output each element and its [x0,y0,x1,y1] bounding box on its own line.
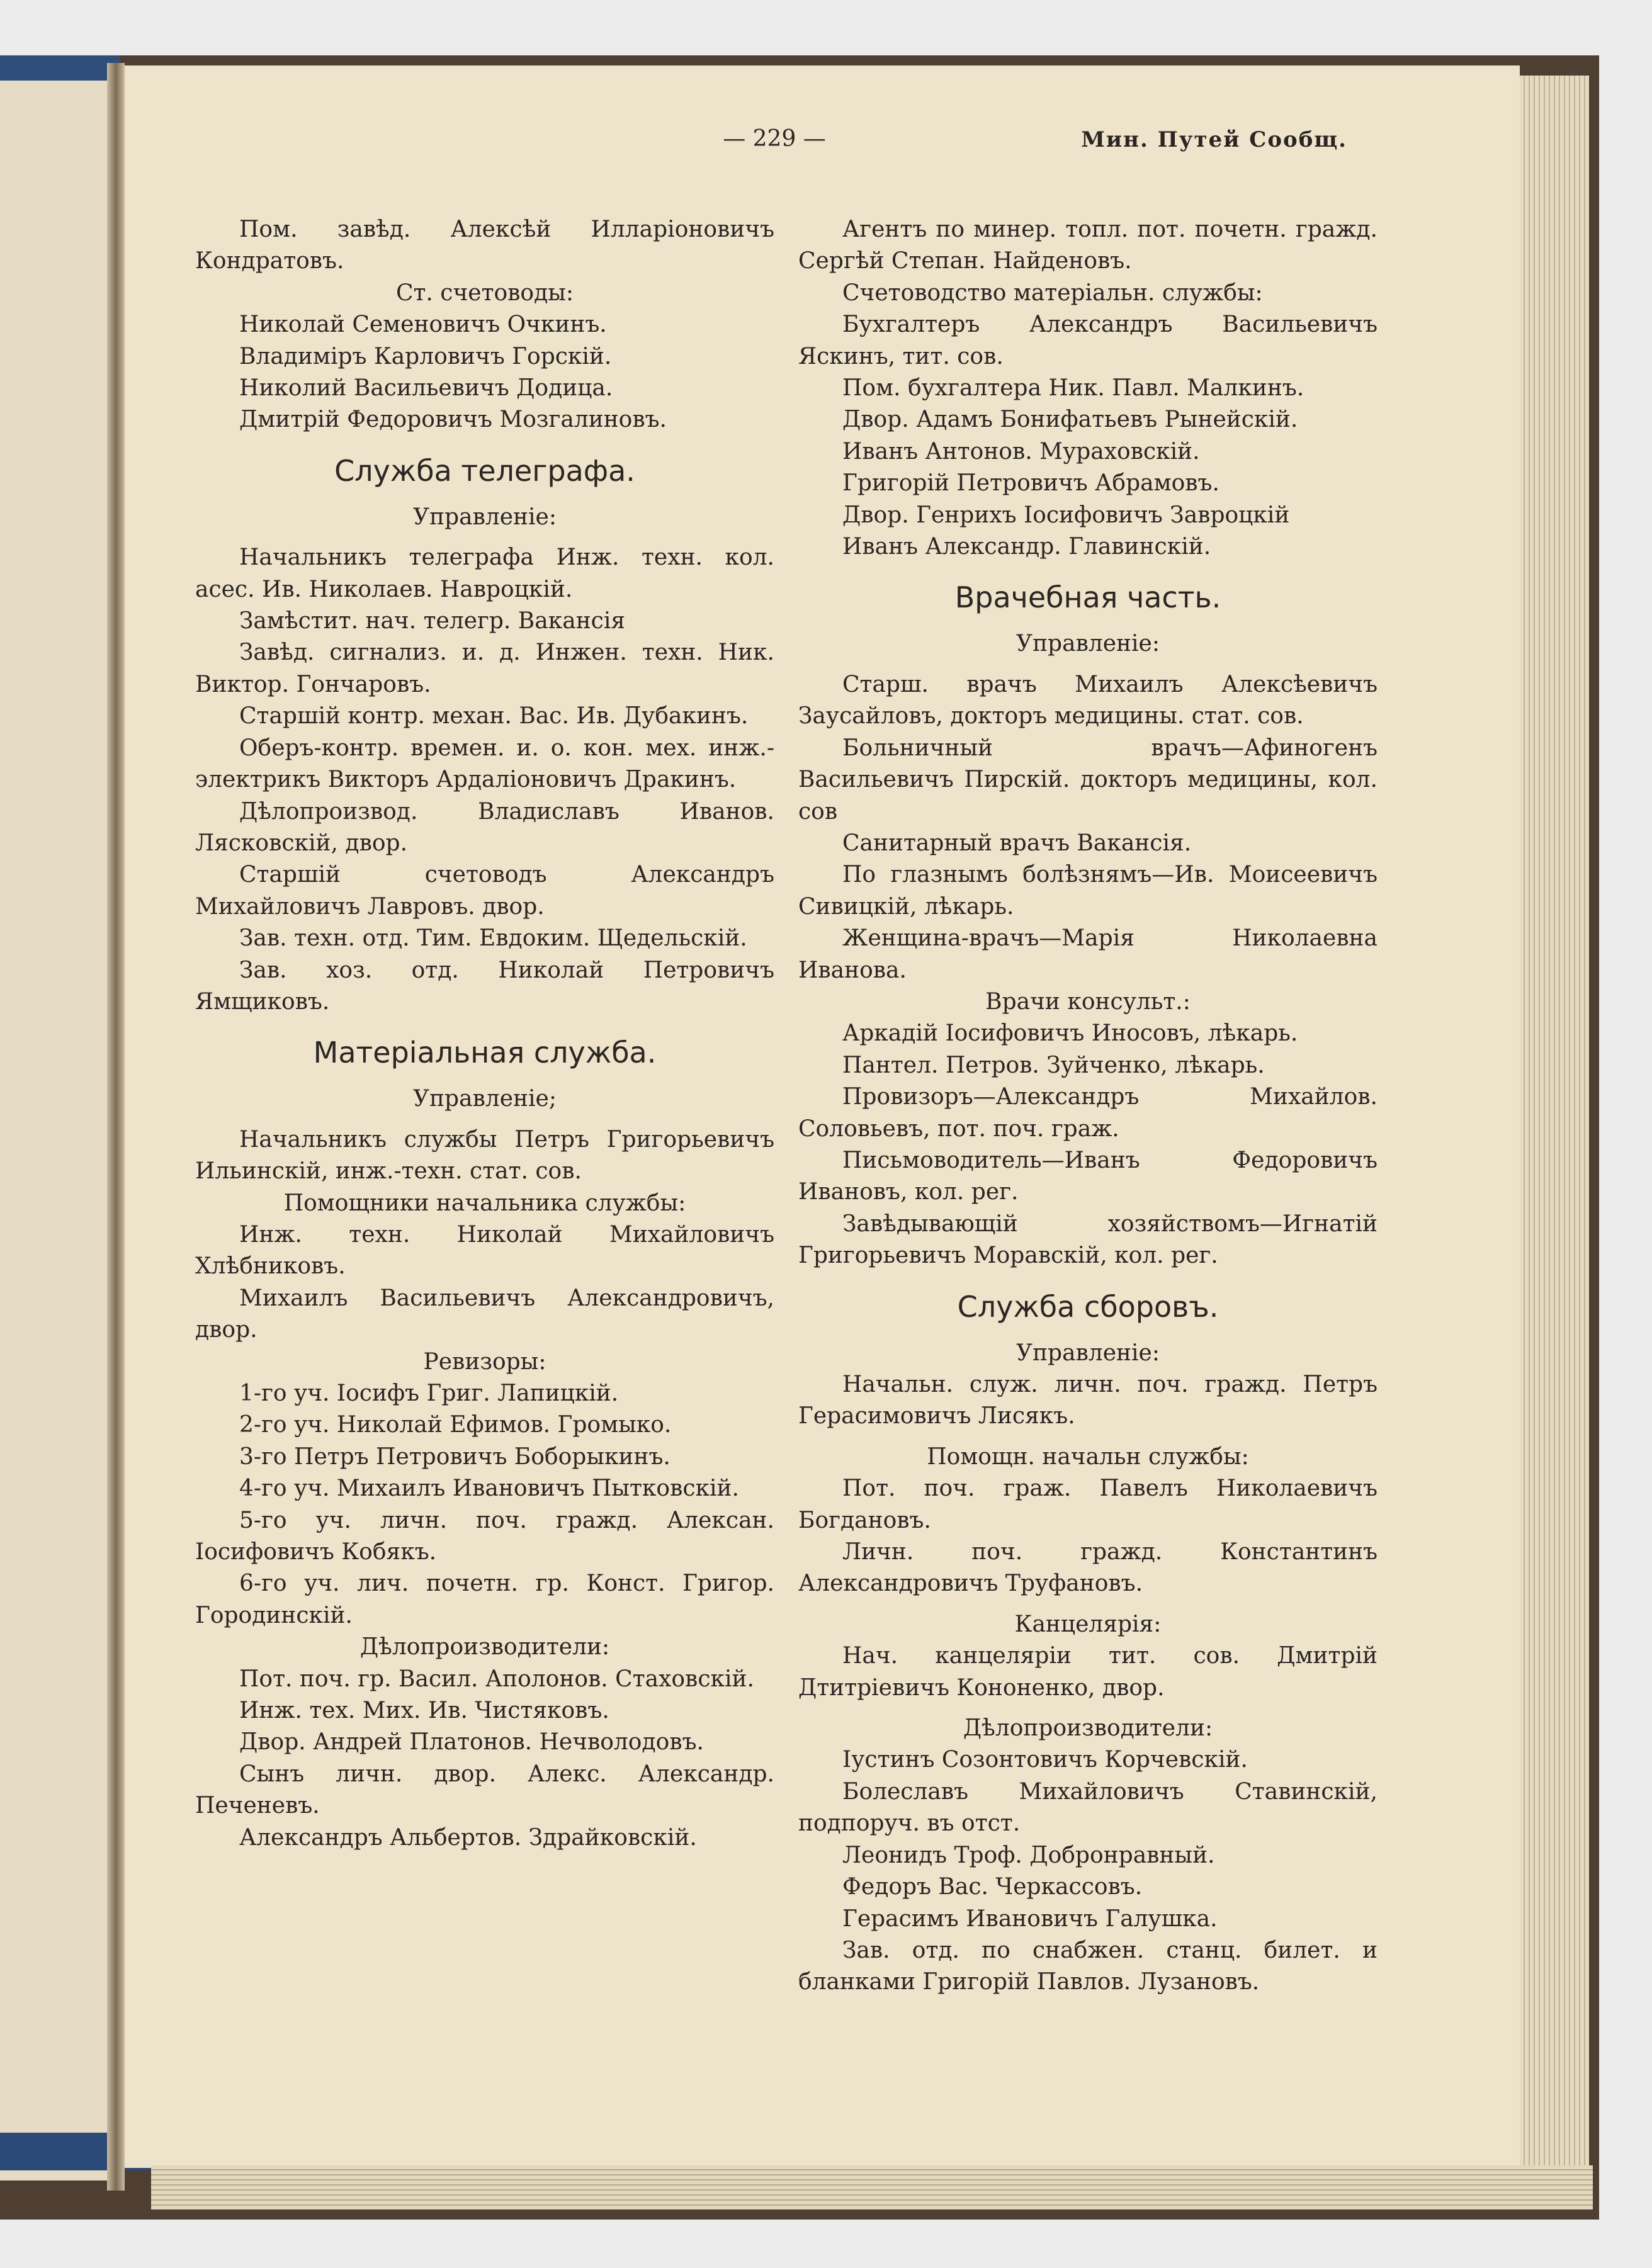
subheading: Помощн. начальн службы: [927,1443,1249,1470]
paragraph: Оберъ-контр. времен. и. о. кон. мех. инж.-электрикъ Викторъ Ардаліоновичъ Дракинъ. [195,735,774,793]
list-item: Іустинъ Созонтовичъ Корчевскій. [842,1747,1248,1773]
paragraph: Личн. поч. гражд. Константинъ Александровичъ Труфановъ. [798,1539,1378,1597]
list-item: 6-го уч. лич. почетн. гр. Конст. Григор. Городинскій. [195,1571,774,1628]
paragraph: Начальн. служ. личн. поч. гражд. Петръ Герасимовичъ Лисякъ. [798,1372,1378,1430]
paragraph: Дѣлопроизвод. Владиславъ Иванов. Лясковскій, двор. [195,798,774,856]
list-item: Николий Васильевичъ Додица. [239,375,613,402]
paragraph: Агентъ по минер. топл. пот. почетн. гражд. Сергѣй Степан. Найденовъ. [798,217,1378,274]
paragraph: Санитарный врачъ Вакансія. [842,830,1192,856]
paragraph: Болеславъ Михайловичъ Ставинскій, подпоруч. въ отст. [798,1778,1378,1837]
list-item: Федоръ Вас. Черкассовъ. [842,1874,1143,1900]
paragraph: Начальникъ телеграфа Инж. техн. кол. асес. Ив. Николаев. Навроцкій. [195,544,774,602]
paragraph: Пом. завѣд. Алексѣй Илларіоновичъ Кондратовъ. [195,217,774,274]
list-item: Аркадій Іосифовичъ Иносовъ, лѣкарь. [842,1020,1298,1047]
subheading: Помощники начальника службы: [283,1190,686,1216]
paragraph: Женщина-врачъ—Марія Николаевна Иванова. [798,925,1378,983]
paragraph: По глазнымъ болѣзнямъ—Ив. Моисеевичъ Сивицкій, лѣкарь. [798,862,1378,920]
list-item: 2-го уч. Николай Ефимов. Громыко. [239,1412,672,1438]
subheading: Управленіе: [1016,1340,1160,1366]
list-item: Пот. поч. гр. Васил. Аполонов. Стаховскій. [239,1666,754,1692]
list-item: Александръ Альбертов. Здрайковскій. [239,1824,697,1851]
right-column [798,214,1378,1999]
paragraph: Михаилъ Васильевичъ Александровичъ, двор. [195,1285,774,1343]
paragraph: Инж. техн. Николай Михайловичъ Хлѣбниковъ. [195,1221,774,1280]
paragraph: Бухгалтеръ Александръ Васильевичъ Яскинъ, тит. сов. [798,312,1378,370]
subheading: Врачи консульт.: [985,988,1191,1015]
subheading: Управленіе: [413,504,557,530]
list-item: Иванъ Антонов. Мураховскій. [842,438,1200,465]
list-item: Двор. Андрей Платонов. Нечволодовъ. [239,1729,704,1756]
page-stack-bottom [151,2165,1593,2209]
list-item: Двор. Генрихъ Іосифовичъ Завроцкій [842,502,1290,528]
running-header: Мин. Путей Сообщ. [1081,127,1347,152]
section-title-material: Матеріальная служба. [313,1035,657,1070]
paragraph: Зав. техн. отд. Тим. Евдоким. Щедельскій. [239,925,747,952]
left-page-fragment [0,65,112,2181]
list-item: Герасимъ Ивановичъ Галушка. [842,1905,1218,1932]
subheading: Управленіе; [413,1086,557,1112]
paragraph: Начальникъ службы Петръ Григорьевичъ Ильинскій, инж.-техн. стат. сов. [195,1126,774,1185]
paragraph: Старш. врачъ Михаилъ Алексѣевичъ Заусайловъ, докторъ медицины. стат. сов. [798,671,1378,730]
paragraph: Завѣд. сигнализ. и. д. Инжен. техн. Ник. Виктор. Гончаровъ. [195,640,774,697]
subheading: Ст. счетоводы: [395,279,574,306]
page-number: — 229 — [723,126,826,152]
list-item: Владиміръ Карловичъ Горскій. [239,343,612,370]
paragraph: Зав. хоз. отд. Николай Петровичъ Ямщиковъ. [195,957,774,1015]
list-item: Двор. Адамъ Бонифатьевъ Рынейскій. [842,407,1298,433]
section-title-medical: Врачебная часть. [954,580,1221,615]
paragraph: Пот. поч. граж. Павелъ Николаевичъ Богдановъ. [798,1475,1378,1533]
paragraph: Зав. отд. по снабжен. станц. билет. и бланками Григорій Павлов. Лузановъ. [798,1937,1378,1995]
left-column [195,214,774,1854]
page-stack-edges [1520,76,1589,2172]
page-gutter [107,63,125,2191]
subheading: Ревизоры: [423,1348,546,1375]
subheading: Управленіе: [1016,631,1160,657]
paragraph: Провизоръ—Александръ Михайлов. Соловьевъ, пот. поч. граж. [798,1084,1378,1142]
list-item: Пантел. Петров. Зуйченко, лѣкарь. [842,1052,1265,1078]
list-item: 5-го уч. личн. поч. гражд. Алексан. Іосифовичъ Кобякъ. [195,1507,774,1566]
paragraph: Старшій счетоводъ Александръ Михайловичъ Лавровъ. двор. [195,862,774,920]
paragraph: Замѣстит. нач. телегр. Вакансія [239,608,626,635]
paragraph: Больничный врачъ—Афиногенъ Васильевичъ Пирскій. докторъ медицины, кол. сов [798,735,1378,825]
paragraph: Завѣдывающій хозяйствомъ—Игнатій Григорьевичъ Моравскій, кол. рег. [798,1210,1378,1269]
paragraph: Письмоводитель—Иванъ Федоровичъ Ивановъ, кол. рег. [798,1147,1378,1205]
left-cover-edge [0,55,120,81]
subheading: Дѣлопроизводители: [359,1634,610,1661]
list-item: 1-го уч. Іосифъ Григ. Лапицкій. [239,1380,619,1406]
list-item: Иванъ Александр. Главинскій. [842,534,1211,560]
list-item: Леонидъ Троф. Добронравный. [842,1842,1215,1868]
section-title-fees: Служба сборовъ. [957,1289,1219,1324]
subheading: Дѣлопроизводители: [963,1715,1213,1742]
list-item: Николай Семеновичъ Очкинъ. [239,312,607,338]
subheading: Счетоводство матеріальн. службы: [842,279,1263,306]
list-item: Пом. бухгалтера Ник. Павл. Малкинъ. [842,375,1304,402]
list-item: 3-го Петръ Петровичъ Боборыкинъ. [239,1443,670,1470]
list-item: Григорій Петровичъ Абрамовъ. [842,470,1219,497]
paragraph: Старшій контр. механ. Вас. Ив. Дубакинъ. [239,703,749,730]
list-item: Сынъ личн. двор. Алекс. Александр. Печеневъ. [195,1761,774,1819]
list-item: Дмитрій Федоровичъ Мозгалиновъ. [239,407,667,433]
paragraph: Нач. канцеляріи тит. сов. Дмитрій Дтитріевичъ Кононенко, двор. [798,1643,1378,1701]
subheading: Канцелярія: [1014,1611,1162,1637]
list-item: Инж. тех. Мих. Ив. Чистяковъ. [239,1698,609,1724]
section-title-telegraph: Служба телеграфа. [334,453,635,488]
list-item: 4-го уч. Михаилъ Ивановичъ Пытковскій. [239,1475,739,1502]
